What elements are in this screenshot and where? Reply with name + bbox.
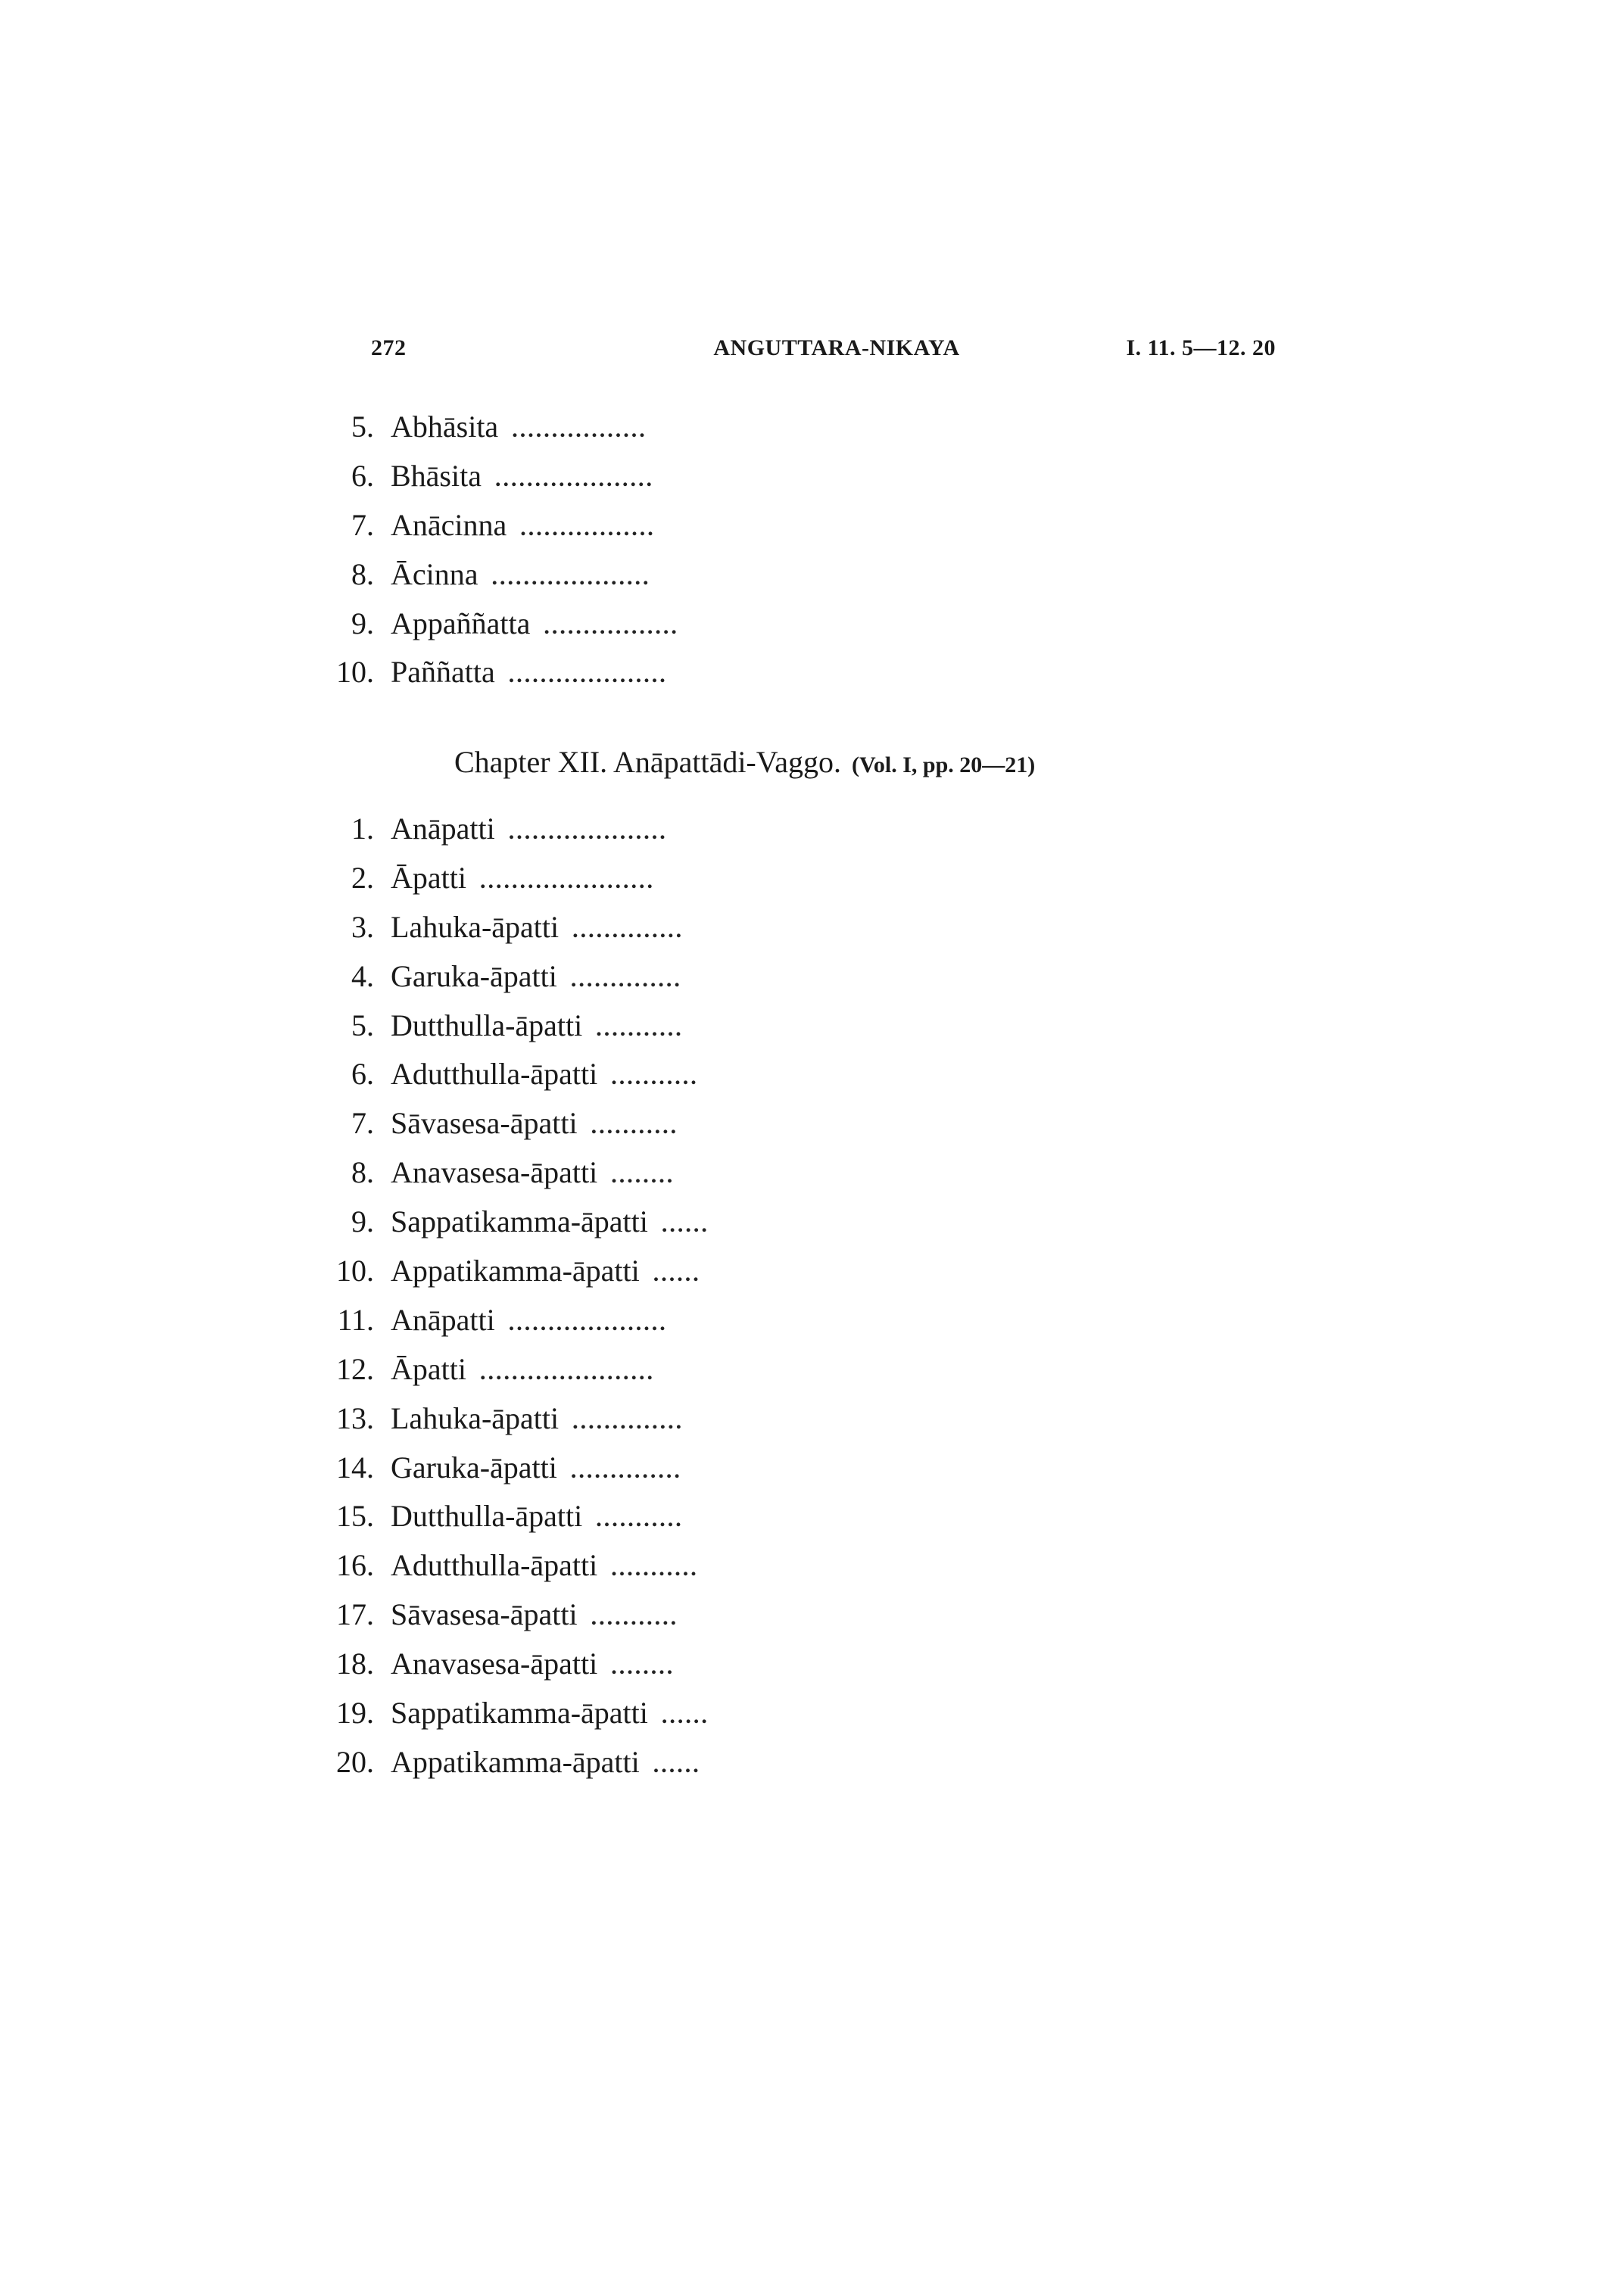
list-item xyxy=(326,811,840,860)
chapter-volume-reference: (Vol. I, pp. 20—21) xyxy=(851,752,1036,777)
item-number: 14. xyxy=(336,1450,374,1485)
item-number: 5. xyxy=(351,410,374,444)
leader-dots: ...................... xyxy=(479,868,655,893)
list-item xyxy=(326,556,840,606)
list-item xyxy=(326,1253,840,1302)
item-term: Adutthulla-āpatti xyxy=(391,1548,598,1583)
leader-dots: ........ xyxy=(611,1654,675,1680)
list-item xyxy=(326,1105,840,1154)
item-term: Sāvasesa-āpatti xyxy=(391,1597,578,1632)
item-number: 3. xyxy=(351,909,374,944)
list-item xyxy=(326,958,840,1008)
list-item xyxy=(326,606,840,655)
item-number: 11. xyxy=(337,1302,374,1337)
item-term: Dutthulla-āpatti xyxy=(391,1008,583,1042)
item-term: Anāpatti xyxy=(391,1302,495,1337)
leader-dots: .................... xyxy=(491,564,651,590)
item-term: Paññatta xyxy=(391,655,495,690)
list-item xyxy=(326,1302,840,1351)
item-number: 4. xyxy=(351,958,374,993)
list-item xyxy=(326,1498,840,1547)
list-item xyxy=(326,507,840,556)
item-number: 15. xyxy=(336,1499,374,1534)
item-term: Anavasesa-āpatti xyxy=(391,1155,598,1190)
item-number: 19. xyxy=(336,1696,374,1731)
list-item xyxy=(326,654,840,703)
item-number: 10. xyxy=(336,1254,374,1288)
list-item xyxy=(326,909,840,958)
leader-dots: ................. xyxy=(512,417,647,442)
item-number: 7. xyxy=(351,507,374,542)
leader-dots: ........... xyxy=(591,1114,679,1139)
item-term: Anācinna xyxy=(391,507,507,542)
leader-dots: ........... xyxy=(611,1556,699,1581)
item-term: Appaññatta xyxy=(391,606,531,640)
item-number: 6. xyxy=(351,1057,374,1092)
list-item xyxy=(326,458,840,507)
leader-dots: ........... xyxy=(611,1064,699,1090)
item-term: Abhāsita xyxy=(391,410,499,444)
list-item xyxy=(326,1547,840,1597)
item-term: Sappatikamma-āpatti xyxy=(391,1204,648,1239)
item-number: 9. xyxy=(351,606,374,640)
item-term: Lahuka-āpatti xyxy=(391,909,560,944)
item-number: 12. xyxy=(336,1351,374,1386)
list-item xyxy=(326,1646,840,1695)
book-title: ANGUTTARA-NIKAYA xyxy=(713,335,960,360)
item-number: 20. xyxy=(336,1744,374,1779)
item-term: Bhāsita xyxy=(391,458,482,493)
leader-dots: ........ xyxy=(611,1163,675,1189)
leader-dots: ........... xyxy=(591,1605,679,1631)
item-number: 10. xyxy=(336,655,374,690)
list-item xyxy=(326,1450,840,1499)
item-term: Appatikamma-āpatti xyxy=(391,1254,640,1288)
leader-dots: ...... xyxy=(653,1752,701,1777)
item-term: Dutthulla-āpatti xyxy=(391,1499,583,1534)
item-number: 5. xyxy=(351,1008,374,1042)
leader-dots: ................. xyxy=(520,515,656,541)
list-item xyxy=(326,1695,840,1744)
list-item xyxy=(326,409,840,458)
item-number: 1. xyxy=(351,812,374,846)
list-item xyxy=(326,1744,840,1793)
page-number: 272 xyxy=(371,335,407,360)
item-number: 7. xyxy=(351,1106,374,1141)
item-number: 8. xyxy=(351,556,374,591)
leader-dots: .................... xyxy=(494,466,654,491)
leader-dots: ........... xyxy=(596,1015,684,1041)
chapter-heading xyxy=(454,744,1035,780)
leader-dots: ...... xyxy=(653,1261,701,1287)
section-reference: I. 11. 5—12. 20 xyxy=(1126,335,1276,360)
item-number: 13. xyxy=(336,1400,374,1435)
item-number: 18. xyxy=(336,1647,374,1681)
item-term: Appatikamma-āpatti xyxy=(391,1744,640,1779)
item-number: 9. xyxy=(351,1204,374,1239)
chapter-title: Chapter XII. Anāpattādi-Vaggo. xyxy=(454,745,841,779)
leader-dots: .............. xyxy=(572,917,684,942)
leader-dots: .................... xyxy=(508,1310,668,1335)
list-item xyxy=(326,1400,840,1450)
leader-dots: ...... xyxy=(661,1703,709,1729)
item-number: 6. xyxy=(351,458,374,493)
list-item xyxy=(326,1597,840,1646)
term-list-continued xyxy=(326,409,840,703)
leader-dots: ........... xyxy=(596,1506,684,1532)
item-term: Āpatti xyxy=(391,860,466,895)
item-term: Adutthulla-āpatti xyxy=(391,1057,598,1092)
leader-dots: ...................... xyxy=(479,1359,655,1385)
item-term: Anāpatti xyxy=(391,812,495,846)
item-term: Āpatti xyxy=(391,1351,466,1386)
item-term: Sappatikamma-āpatti xyxy=(391,1696,648,1731)
item-term: Anavasesa-āpatti xyxy=(391,1647,598,1681)
item-number: 8. xyxy=(351,1155,374,1190)
leader-dots: .................... xyxy=(508,662,668,688)
running-head xyxy=(371,335,1276,373)
leader-dots: .................... xyxy=(508,819,668,844)
item-term: Sāvasesa-āpatti xyxy=(391,1106,578,1141)
leader-dots: .............. xyxy=(570,966,682,992)
leader-dots: ................. xyxy=(544,613,679,639)
leader-dots: .............. xyxy=(572,1408,684,1434)
item-number: 17. xyxy=(336,1597,374,1632)
item-term: Garuka-āpatti xyxy=(391,1450,557,1485)
list-item xyxy=(326,1204,840,1253)
item-term: Garuka-āpatti xyxy=(391,958,557,993)
term-list-chapter-xii xyxy=(326,811,840,1793)
list-item xyxy=(326,1056,840,1105)
item-number: 2. xyxy=(351,860,374,895)
list-item xyxy=(326,1154,840,1204)
leader-dots: .............. xyxy=(570,1457,682,1483)
leader-dots: ...... xyxy=(661,1212,709,1238)
list-item xyxy=(326,860,840,909)
item-term: Lahuka-āpatti xyxy=(391,1400,560,1435)
item-number: 16. xyxy=(336,1548,374,1583)
item-term: Ācinna xyxy=(391,556,478,591)
list-item xyxy=(326,1351,840,1400)
list-item xyxy=(326,1008,840,1057)
